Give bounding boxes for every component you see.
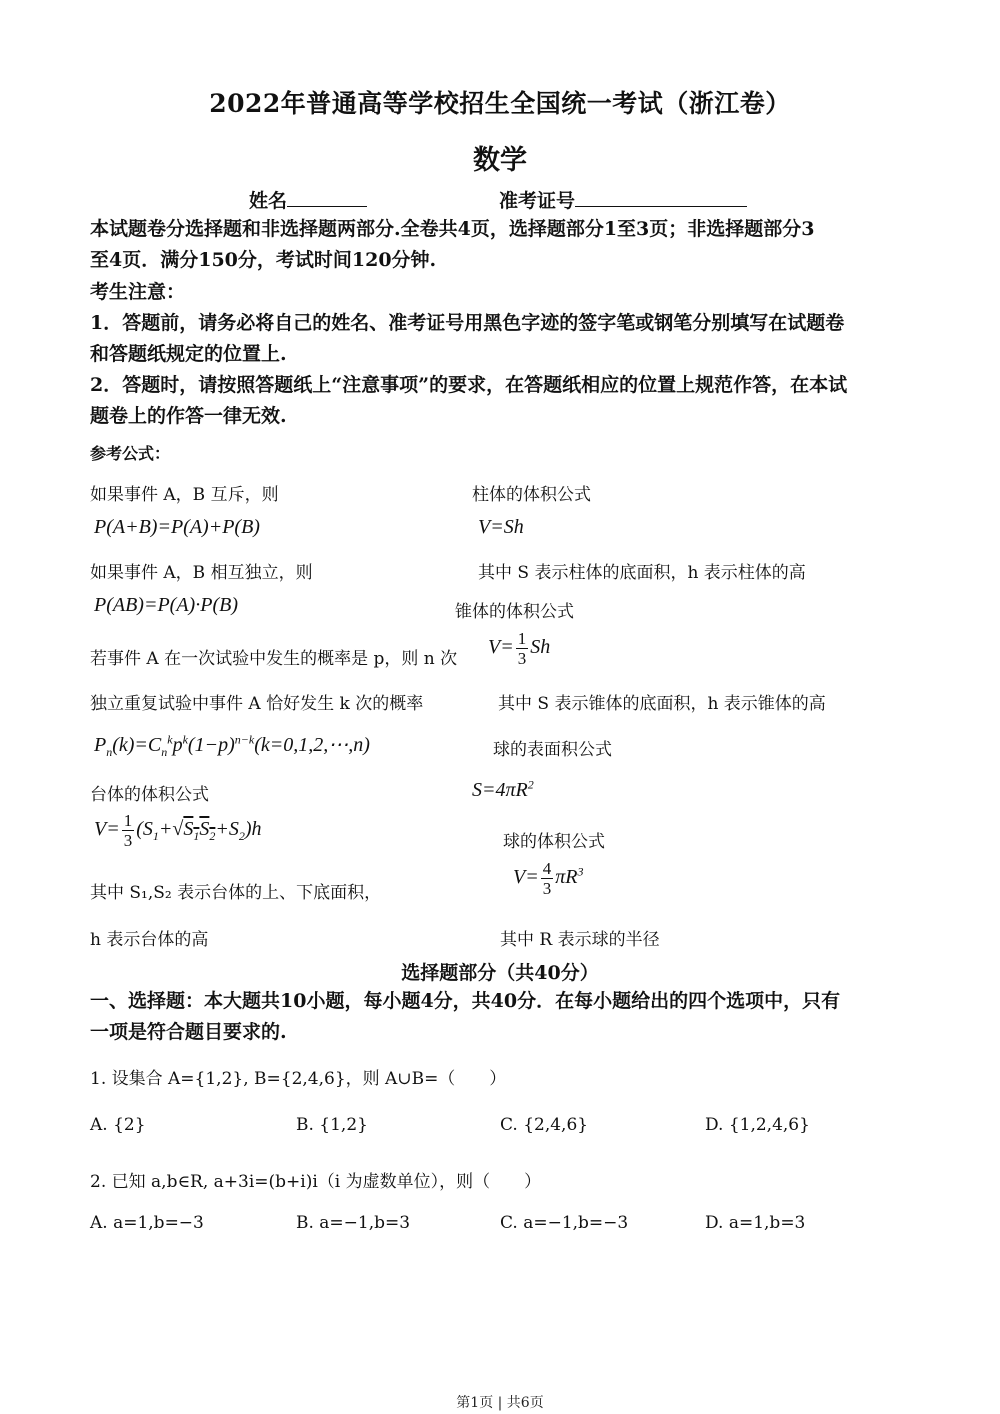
question-2-option-c[interactable]: C. a=−1,b=−3	[500, 1213, 629, 1233]
sphere-note: 其中 R 表示球的半径	[500, 930, 660, 950]
sphere-vol-formula: V= $\frac{4}{3}$ $\pi R^3$	[513, 859, 584, 898]
id-field[interactable]	[499, 186, 747, 213]
notice-item: 和答题纸规定的位置上.	[90, 343, 287, 365]
frustum-note: 其中 S₁,S₂ 表示台体的上、下底面积，	[90, 883, 382, 903]
cone-title: 锥体的体积公式	[455, 602, 574, 622]
frustum-title: 台体的体积公式	[90, 785, 209, 805]
frustum-note: h 表示台体的高	[90, 930, 209, 950]
section-desc-line: 一、选择题：本大题共10小题，每小题4分，共40分．在每小题给出的四个选项中，只有	[90, 990, 841, 1012]
subject-title: 数学	[473, 145, 527, 176]
frustum-formula: V= $\frac{1}{3}$ $(S_1+√S_1S_2+S_2)h$	[94, 811, 262, 850]
sphere-vol-title: 球的体积公式	[503, 832, 605, 852]
section-heading: 选择题部分（共40分）	[401, 962, 599, 984]
question-2-option-b[interactable]: B. a=−1,b=3	[296, 1213, 411, 1233]
binom-text: 独立重复试验中事件 A 恰好发生 k 次的概率	[90, 694, 424, 714]
name-label: 姓名	[249, 190, 288, 212]
indep-formula: P(AB)=P(A)·P(B)	[94, 594, 238, 616]
intro-line: 本试题卷分选择题和非选择题两部分.全卷共4页，选择题部分1至3页；非选择题部分3	[90, 218, 815, 240]
sphere-area-formula: $S=4\pi R^2$	[472, 777, 534, 801]
cone-note: 其中 S 表示锥体的底面积，h 表示锥体的高	[498, 694, 826, 714]
question-1-option-a[interactable]: A. {2}	[90, 1115, 146, 1135]
question-2-option-d[interactable]: D. a=1,b=3	[705, 1213, 806, 1233]
prism-note: 其中 S 表示柱体的底面积，h 表示柱体的高	[478, 563, 806, 583]
prism-title: 柱体的体积公式	[472, 485, 591, 505]
notice-item: 题卷上的作答一律无效.	[90, 405, 287, 427]
prism-formula: V=Sh	[478, 516, 524, 538]
question-1-option-c[interactable]: C. {2,4,6}	[500, 1115, 589, 1135]
section-desc-line: 一项是符合题目要求的.	[90, 1021, 287, 1043]
name-blank[interactable]	[287, 186, 367, 207]
binom-formula: $P_n(k)=C_n^kp^k(1-p)^{n-k}(k=0,1,2,\cdots,n)$	[94, 732, 370, 759]
page-footer: 第1页 | 共6页	[456, 1395, 544, 1411]
intro-line: 至4页．满分150分，考试时间120分钟.	[90, 249, 437, 271]
sphere-area-title: 球的表面积公式	[493, 740, 612, 760]
notice-item: 2．答题时，请按照答题纸上“注意事项”的要求，在答题纸相应的位置上规范作答，在本试	[90, 374, 848, 396]
id-blank[interactable]	[575, 186, 747, 207]
section-desc	[90, 986, 920, 1048]
binom-text: 若事件 A 在一次试验中发生的概率是 p，则 n 次	[90, 649, 458, 669]
question-2-stem: 2. 已知 a,b∈R, a+3i=(b+i)i（i 为虚数单位），则（ ）	[90, 1172, 542, 1192]
indep-text: 如果事件 A，B 相互独立，则	[90, 563, 313, 583]
notice-item: 1．答题前，请务必将自己的姓名、准考证号用黑色字迹的签字笔或钢笔分别填写在试题卷	[90, 312, 845, 334]
notice-title: 考生注意：	[90, 281, 186, 303]
mutex-text: 如果事件 A，B 互斥，则	[90, 485, 279, 505]
exam-title: 2022年普通高等学校招生全国统一考试（浙江卷）	[209, 89, 791, 118]
question-1-option-d[interactable]: D. {1,2,4,6}	[705, 1115, 810, 1135]
question-1-option-b[interactable]: B. {1,2}	[296, 1115, 368, 1135]
cone-formula: V= $\frac{1}{3}$ Sh	[488, 629, 551, 668]
question-1-stem: 1. 设集合 A={1,2}, B={2,4,6}，则 A∪B=（ ）	[90, 1069, 507, 1089]
question-2-option-a[interactable]: A. a=1,b=−3	[90, 1213, 204, 1233]
formulas-title: 参考公式：	[90, 444, 171, 463]
name-field[interactable]	[249, 186, 367, 213]
id-label: 准考证号	[499, 190, 576, 212]
mutex-formula: P(A+B)=P(A)+P(B)	[94, 516, 260, 538]
